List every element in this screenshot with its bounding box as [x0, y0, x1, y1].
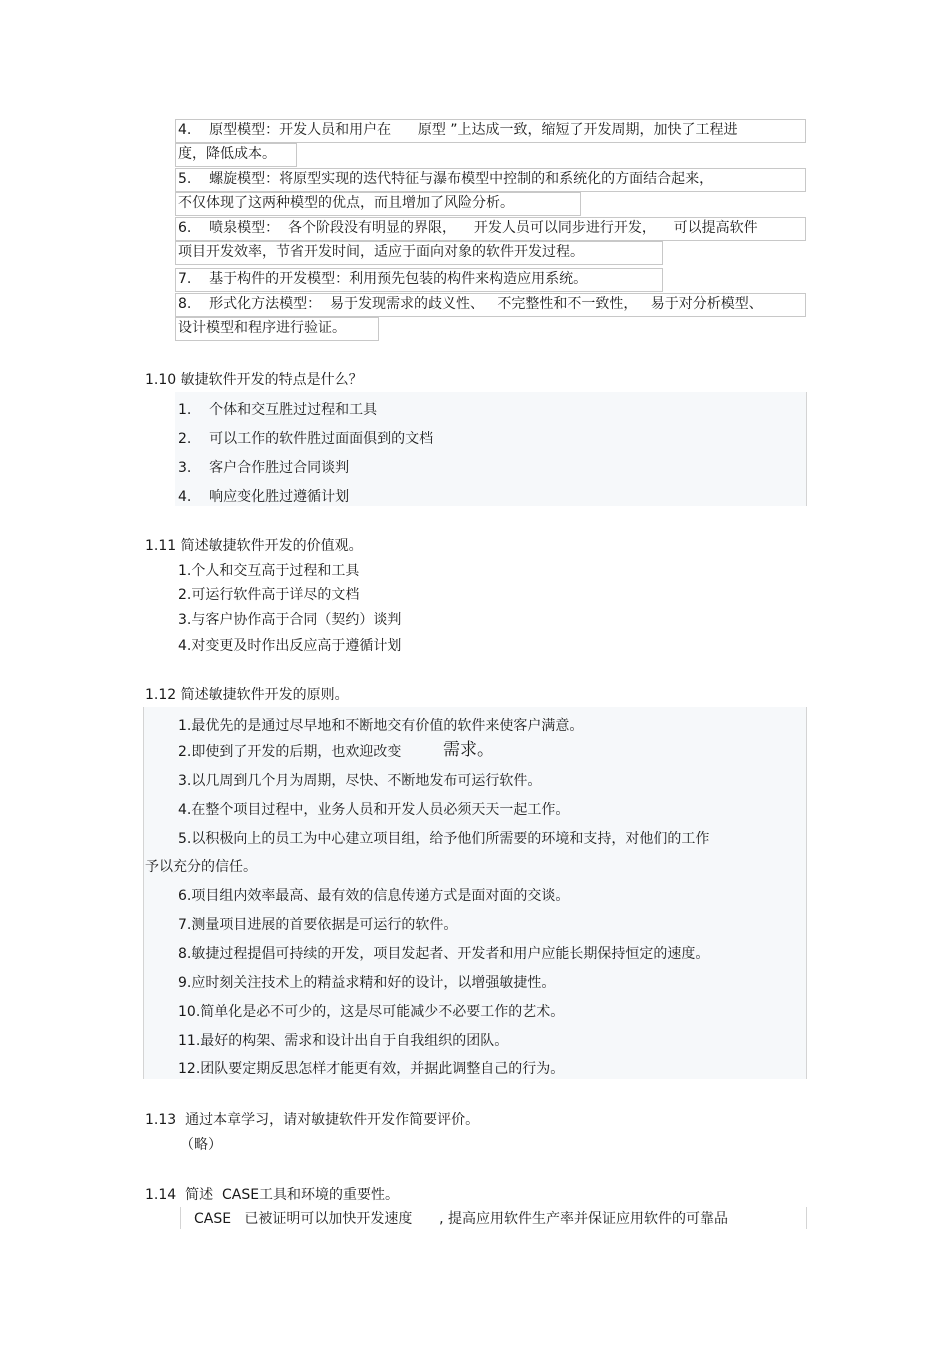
model-4-line-cont: 度，降低成本。 [178, 146, 276, 162]
q112-principle-12: 12.团队要定期反思怎样才能更有效，并据此调整自己的行为。 [178, 1061, 565, 1077]
q112-panel-left-edge [143, 707, 144, 1079]
model-5-line-cont: 不仅体现了这两种模型的优点，而且增加了风险分析。 [178, 195, 514, 211]
q110-item-3: 3. 客户合作胜过合同谈判 [178, 460, 350, 476]
model-6-line-cont: 项目开发效率，节省开发时间，适应于面向对象的软件开发过程。 [178, 244, 584, 260]
q111-item-3: 3.与客户协作高于合同（契约）谈判 [178, 612, 402, 628]
q114-answer-right-edge [806, 1207, 807, 1229]
q112-principle-10: 10.简单化是必不可少的，这是尽可能减少不必要工作的艺术。 [178, 1004, 565, 1020]
q111-item-1: 1.个人和交互高于过程和工具 [178, 563, 360, 579]
model-8-line-cont: 设计模型和程序进行验证。 [178, 320, 346, 336]
model-5-line: 5. 螺旋模型：将原型实现的迭代特征与瀑布模型中控制的和系统化的方面结合起来， [178, 171, 714, 187]
model-8-line: 8. 形式化方法模型： 易于发现需求的歧义性、 不完整性和不一致性， 易于对分析模型、 [178, 296, 763, 312]
q114-answer: CASE 已被证明可以加快开发速度 , 提高应用软件生产率并保证应用软件的可靠品 [194, 1211, 729, 1227]
q111-heading: 1.11 简述敏捷软件开发的价值观。 [145, 538, 363, 554]
q112-principle-1: 1.最优先的是通过尽早地和不断地交有价值的软件来使客户满意。 [178, 718, 584, 734]
q110-item-1: 1. 个体和交互胜过过程和工具 [178, 402, 378, 418]
q112-principle-6: 6.项目组内效率最高、最有效的信息传递方式是面对面的交谈。 [178, 888, 570, 904]
q112-principle-2-tail: 需求。 [443, 740, 494, 760]
q110-item-4: 4. 响应变化胜过遵循计划 [178, 489, 350, 505]
q114-heading: 1.14 简述 CASE工具和环境的重要性。 [145, 1187, 400, 1203]
q112-principle-11: 11.最好的构架、需求和设计出自于自我组织的团队。 [178, 1033, 509, 1049]
q110-item-2: 2. 可以工作的软件胜过面面俱到的文档 [178, 431, 434, 447]
q110-heading: 1.10 敏捷软件开发的特点是什么？ [145, 372, 363, 388]
q112-principle-4: 4.在整个项目过程中，业务人员和开发人员必须天天一起工作。 [178, 802, 570, 818]
q113-heading: 1.13 通过本章学习，请对敏捷软件开发作简要评价。 [145, 1112, 480, 1128]
q110-panel-edge [806, 392, 807, 506]
q112-principle-5: 5.以积极向上的员工为中心建立项目组，给予他们所需要的环境和支持，对他们的工作 [178, 831, 710, 847]
q112-principle-8: 8.敏捷过程提倡可持续的开发，项目发起者、开发者和用户应能长期保持恒定的速度。 [178, 946, 710, 962]
q112-heading: 1.12 简述敏捷软件开发的原则。 [145, 687, 349, 703]
model-4-line: 4. 原型模型：开发人员和用户在 原型 ”上达成一致，缩短了开发周期，加快了工程进 [178, 122, 738, 138]
q111-item-2: 2.可运行软件高于详尽的文档 [178, 587, 360, 603]
q112-principle-9: 9.应时刻关注技术上的精益求精和好的设计，以增强敏捷性。 [178, 975, 556, 991]
q114-answer-left-edge [180, 1207, 181, 1229]
q113-answer: （略） [180, 1137, 222, 1153]
q112-principle-5-cont: 予以充分的信任。 [145, 859, 257, 875]
q112-panel-right-edge [806, 707, 807, 1079]
q111-item-4: 4.对变更及时作出反应高于遵循计划 [178, 638, 402, 654]
model-7-line: 7. 基于构件的开发模型：利用预先包装的构件来构造应用系统。 [178, 271, 588, 287]
q112-principle-3: 3.以几周到几个月为周期，尽快、不断地发布可运行软件。 [178, 773, 542, 789]
q112-principle-2: 2.即使到了开发的后期，也欢迎改变 [178, 744, 402, 760]
model-6-line: 6. 喷泉模型： 各个阶段没有明显的界限， 开发人员可以同步进行开发， 可以提高软件 [178, 220, 758, 236]
q112-principle-7: 7.测量项目进展的首要依据是可运行的软件。 [178, 917, 458, 933]
